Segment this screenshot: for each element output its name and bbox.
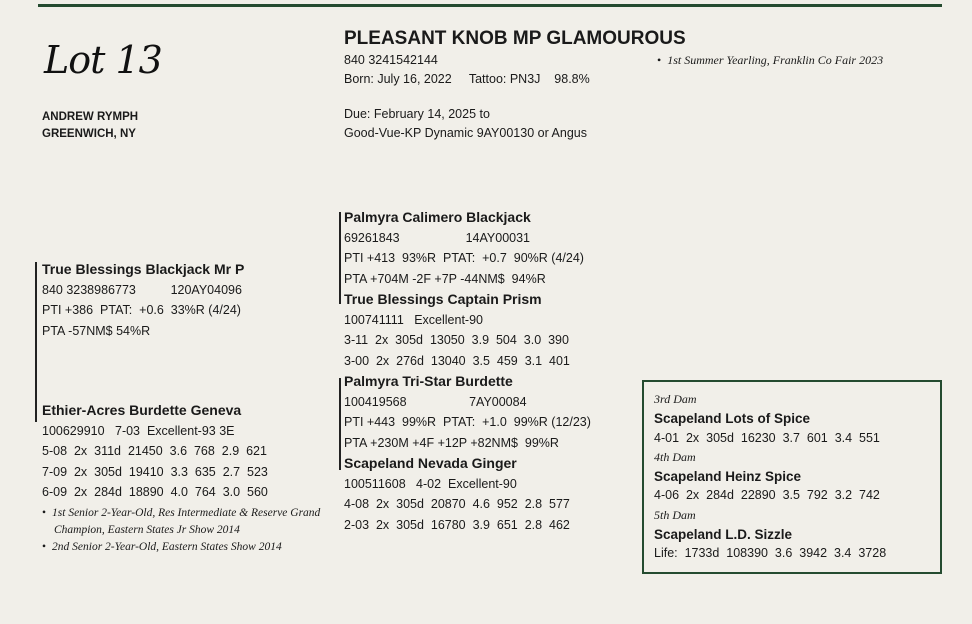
consignor-location: GREENWICH, NY	[42, 128, 136, 140]
due-line-2: Good-Vue-KP Dynamic 9AY00130 or Angus	[344, 126, 587, 140]
consignor	[42, 109, 138, 143]
dam-honor-2	[42, 539, 342, 556]
sire-line-3: PTA -57NM$ 54%R	[42, 323, 151, 338]
sire-dam-line-2: 3-11 2x 305d 13050 3.9 504 3.0 390	[344, 333, 569, 347]
sire-line-2: PTI +386 PTAT: +0.6 33%R (4/24)	[42, 303, 241, 317]
dam-sire-line-2: PTI +443 99%R PTAT: +1.0 99%R (12/23)	[344, 415, 591, 429]
dam-sire-name: Palmyra Tri-Star Burdette	[344, 373, 513, 389]
third-dam-label: 3rd Dam	[654, 392, 697, 406]
sire-bracket	[35, 262, 37, 422]
dam-dam-block	[344, 453, 570, 535]
sire-dam-line-3: 3-00 2x 276d 13040 3.5 459 3.1 401	[344, 353, 570, 368]
fourth-dam-name: Scapeland Heinz Spice	[654, 469, 802, 485]
top-honor-text: 1st Summer Yearling, Franklin Co Fair 2023	[667, 53, 884, 67]
dam-sire-line-3: PTA +230M +4F +12P +82NM$ 99%R	[344, 435, 559, 450]
sire-sire-line-3: PTA +704M -2F +7P -44NM$ 94%R	[344, 271, 546, 286]
animal-name: PLEASANT KNOB MP GLAMOUROUS	[344, 28, 686, 49]
dam-sire-line-1: 100419568 7AY00084	[344, 394, 527, 409]
fourth-dam-label: 4th Dam	[654, 449, 696, 464]
dam-dam-line-2: 4-08 2x 305d 20870 4.6 952 2.8 577	[344, 497, 570, 511]
lot-number: Lot 13	[44, 38, 162, 82]
dam-line-1: 100629910 7-03 Excellent-93 3E	[42, 423, 235, 438]
dam-name: Ethier-Acres Burdette Geneva	[42, 402, 242, 418]
dam-sire-block	[344, 371, 591, 453]
sire-side-bracket	[339, 212, 341, 304]
sire-dam-line-1: 100741111 Excellent-90	[344, 312, 483, 327]
dam-honor-2-text: 2nd Senior 2-Year-Old, Eastern States Show 2014	[52, 540, 282, 553]
dam-record: 6-09 2x 284d 18890 4.0 764 3.0 560	[42, 485, 268, 499]
sire-line-1: 840 3238986773 120AY04096	[42, 282, 242, 297]
sire-sire-block	[344, 207, 584, 289]
dam-dam-name: Scapeland Nevada Ginger	[344, 455, 517, 471]
sire-dam-name: True Blessings Captain Prism	[344, 291, 542, 307]
dam-honors	[42, 505, 342, 556]
top-honor	[657, 53, 883, 68]
sire-block	[42, 259, 244, 341]
third-dam-record: 4-01 2x 305d 16230 3.7 601 3.4 551	[654, 430, 880, 445]
dam-record: 5-08 2x 311d 21450 3.6 768 2.9 621	[42, 444, 267, 458]
consignor-name: ANDREW RYMPH	[42, 111, 139, 123]
due-line-1: Due: February 14, 2025 to	[344, 107, 490, 121]
dam-honor-1	[42, 505, 342, 539]
animal-born: Born: July 16, 2022 Tattoo: PN3J 98.8%	[344, 72, 590, 86]
dam-block	[42, 400, 342, 556]
animal-header	[344, 27, 686, 143]
animal-reg: 840 3241542144	[344, 53, 438, 67]
fifth-dam-name: Scapeland L.D. Sizzle	[654, 527, 793, 543]
sire-sire-name: Palmyra Calimero Blackjack	[344, 209, 531, 225]
sire-sire-line-1: 69261843 14AY00031	[344, 230, 531, 245]
fifth-dam-label: 5th Dam	[654, 507, 696, 522]
sire-sire-line-2: PTI +413 93%R PTAT: +0.7 90%R (4/24)	[344, 251, 584, 265]
top-rule	[38, 4, 942, 7]
fourth-dam-record: 4-06 2x 284d 22890 3.5 792 3.2 742	[654, 488, 880, 503]
dam-honor-1-text: 1st Senior 2-Year-Old, Res Intermediate & Reserve Grand Champion, Eastern States Jr Show 2014	[52, 506, 321, 536]
sire-dam-block	[344, 289, 570, 371]
fifth-dam-record: Life: 1733d 108390 3.6 3942 3.4 3728	[654, 546, 887, 561]
dam-dam-line-3: 2-03 2x 305d 16780 3.9 651 2.8 462	[344, 517, 570, 532]
dam-dam-line-1: 100511608 4-02 Excellent-90	[344, 476, 517, 491]
third-dam-name: Scapeland Lots of Spice	[654, 411, 811, 427]
extended-dams-box	[642, 380, 942, 574]
dam-record: 7-09 2x 305d 19410 3.3 635 2.7 523	[42, 464, 268, 479]
sire-name: True Blessings Blackjack Mr P	[42, 261, 245, 277]
